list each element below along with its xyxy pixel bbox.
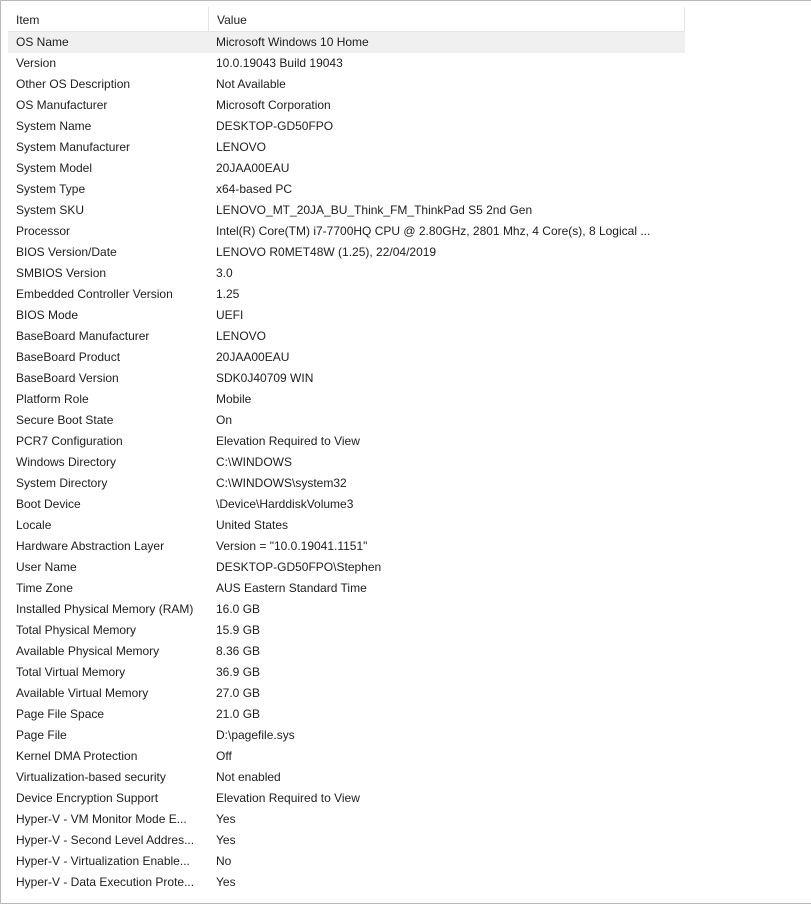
row-item-label: Version <box>16 56 57 70</box>
row-value: Yes <box>216 833 236 847</box>
row-item-label: System Name <box>16 119 92 133</box>
table-row[interactable] <box>8 284 685 305</box>
system-summary-list[interactable] <box>8 7 685 893</box>
row-value: 8.36 GB <box>216 644 261 658</box>
table-row[interactable] <box>8 137 685 158</box>
row-value: Elevation Required to View <box>216 791 360 805</box>
table-row[interactable] <box>8 683 685 704</box>
row-value: Intel(R) Core(TM) i7-7700HQ CPU @ 2.80GHz, 2801 Mhz, 4 Core(s), 8 Logical ... <box>216 224 651 238</box>
row-item-label: Device Encryption Support <box>16 791 159 805</box>
row-value: x64-based PC <box>216 182 293 196</box>
list-rows <box>8 32 685 893</box>
table-row[interactable] <box>8 410 685 431</box>
row-item-label: Virtualization-based security <box>16 770 166 784</box>
row-value: Elevation Required to View <box>216 434 360 448</box>
row-value: \Device\HarddiskVolume3 <box>216 497 354 511</box>
row-value: No <box>216 854 232 868</box>
table-row[interactable] <box>8 599 685 620</box>
table-row[interactable] <box>8 368 685 389</box>
table-row[interactable] <box>8 494 685 515</box>
row-item-label: System Model <box>16 161 93 175</box>
row-item-label: Boot Device <box>16 497 81 511</box>
table-row[interactable] <box>8 746 685 767</box>
row-value: United States <box>216 518 289 532</box>
table-row[interactable] <box>8 809 685 830</box>
row-item-label: Hyper-V - Data Execution Prote... <box>16 875 195 889</box>
row-item-label: Page File <box>16 728 67 742</box>
row-value: 20JAA00EAU <box>216 350 290 364</box>
row-item-label: Available Virtual Memory <box>16 686 149 700</box>
table-row[interactable] <box>8 767 685 788</box>
row-item-label: BIOS Version/Date <box>16 245 117 259</box>
row-value: 1.25 <box>216 287 240 301</box>
row-value: Version = "10.0.19041.1151" <box>216 539 368 553</box>
table-row[interactable] <box>8 788 685 809</box>
table-row[interactable] <box>8 32 685 53</box>
table-row[interactable] <box>8 641 685 662</box>
row-item-label: Kernel DMA Protection <box>16 749 138 763</box>
row-item-label: Other OS Description <box>16 77 131 91</box>
table-row[interactable] <box>8 557 685 578</box>
row-value: LENOVO R0MET48W (1.25), 22/04/2019 <box>216 245 437 259</box>
row-item-label: BaseBoard Product <box>16 350 121 364</box>
row-value: UEFI <box>216 308 244 322</box>
table-row[interactable] <box>8 158 685 179</box>
table-row[interactable] <box>8 704 685 725</box>
table-row[interactable] <box>8 326 685 347</box>
table-row[interactable] <box>8 536 685 557</box>
row-item-label: Locale <box>16 518 52 532</box>
row-value: Off <box>216 749 232 763</box>
row-value: Not enabled <box>216 770 281 784</box>
row-value: 10.0.19043 Build 19043 <box>216 56 343 70</box>
row-value: 27.0 GB <box>216 686 261 700</box>
row-item-label: Hyper-V - Second Level Addres... <box>16 833 195 847</box>
table-row[interactable] <box>8 389 685 410</box>
row-value: LENOVO <box>216 329 267 343</box>
table-row[interactable] <box>8 242 685 263</box>
row-item-label: Total Physical Memory <box>16 623 137 637</box>
row-value: 36.9 GB <box>216 665 261 679</box>
row-value: 3.0 <box>216 266 233 280</box>
row-item-label: System Manufacturer <box>16 140 131 154</box>
row-item-label: BaseBoard Manufacturer <box>16 329 150 343</box>
row-value: LENOVO <box>216 140 267 154</box>
table-row[interactable] <box>8 347 685 368</box>
table-row[interactable] <box>8 830 685 851</box>
table-row[interactable] <box>8 95 685 116</box>
table-row[interactable] <box>8 53 685 74</box>
row-value: Mobile <box>216 392 252 406</box>
table-row[interactable] <box>8 305 685 326</box>
row-item-label: Hyper-V - VM Monitor Mode E... <box>16 812 187 826</box>
row-value: C:\WINDOWS\system32 <box>216 476 347 490</box>
row-item-label: System SKU <box>16 203 85 217</box>
row-item-label: OS Manufacturer <box>16 98 108 112</box>
row-item-label: Total Virtual Memory <box>16 665 126 679</box>
row-item-label: Available Physical Memory <box>16 644 160 658</box>
table-row[interactable] <box>8 725 685 746</box>
row-item-label: Platform Role <box>16 392 89 406</box>
row-item-label: System Type <box>16 182 86 196</box>
row-item-label: OS Name <box>16 35 69 49</box>
row-value: DESKTOP-GD50FPO\Stephen <box>216 560 382 574</box>
list-header <box>8 7 685 32</box>
row-item-label: BIOS Mode <box>16 308 79 322</box>
row-value: LENOVO_MT_20JA_BU_Think_FM_ThinkPad S5 2nd Gen <box>216 203 533 217</box>
row-item-label: Installed Physical Memory (RAM) <box>16 602 194 616</box>
row-value: Yes <box>216 812 236 826</box>
table-row[interactable] <box>8 116 685 137</box>
table-row[interactable] <box>8 851 685 872</box>
table-row[interactable] <box>8 515 685 536</box>
row-value: 16.0 GB <box>216 602 261 616</box>
row-item-label: System Directory <box>16 476 108 490</box>
table-row[interactable] <box>8 620 685 641</box>
row-value: Microsoft Windows 10 Home <box>216 35 369 49</box>
row-value: D:\pagefile.sys <box>216 728 295 742</box>
table-row[interactable] <box>8 431 685 452</box>
table-row[interactable] <box>8 452 685 473</box>
table-row[interactable] <box>8 263 685 284</box>
row-value: 21.0 GB <box>216 707 261 721</box>
table-row[interactable] <box>8 221 685 242</box>
row-value: Not Available <box>216 77 286 91</box>
row-value: Yes <box>216 875 236 889</box>
row-item-label: SMBIOS Version <box>16 266 107 280</box>
row-value: AUS Eastern Standard Time <box>216 581 367 595</box>
row-item-label: Windows Directory <box>16 455 117 469</box>
row-item-label: Time Zone <box>16 581 73 595</box>
table-row[interactable] <box>8 200 685 221</box>
row-item-label: Page File Space <box>16 707 105 721</box>
table-row[interactable] <box>8 473 685 494</box>
row-value: SDK0J40709 WIN <box>216 371 314 385</box>
row-value: Microsoft Corporation <box>216 98 331 112</box>
row-item-label: Hyper-V - Virtualization Enable... <box>16 854 190 868</box>
row-item-label: Processor <box>16 224 71 238</box>
row-value: DESKTOP-GD50FPO <box>216 119 334 133</box>
table-row[interactable] <box>8 872 685 893</box>
table-row[interactable] <box>8 578 685 599</box>
row-item-label: User Name <box>16 560 77 574</box>
row-value: C:\WINDOWS <box>216 455 292 469</box>
row-item-label: Embedded Controller Version <box>16 287 173 301</box>
table-row[interactable] <box>8 662 685 683</box>
row-value: 20JAA00EAU <box>216 161 290 175</box>
column-header-item[interactable]: Item <box>8 7 209 31</box>
row-item-label: PCR7 Configuration <box>16 434 123 448</box>
row-item-label: Hardware Abstraction Layer <box>16 539 165 553</box>
column-header-value[interactable]: Value <box>209 7 685 31</box>
row-value: On <box>216 413 233 427</box>
table-row[interactable] <box>8 74 685 95</box>
row-item-label: BaseBoard Version <box>16 371 119 385</box>
row-value: 15.9 GB <box>216 623 261 637</box>
table-row[interactable] <box>8 179 685 200</box>
row-item-label: Secure Boot State <box>16 413 114 427</box>
